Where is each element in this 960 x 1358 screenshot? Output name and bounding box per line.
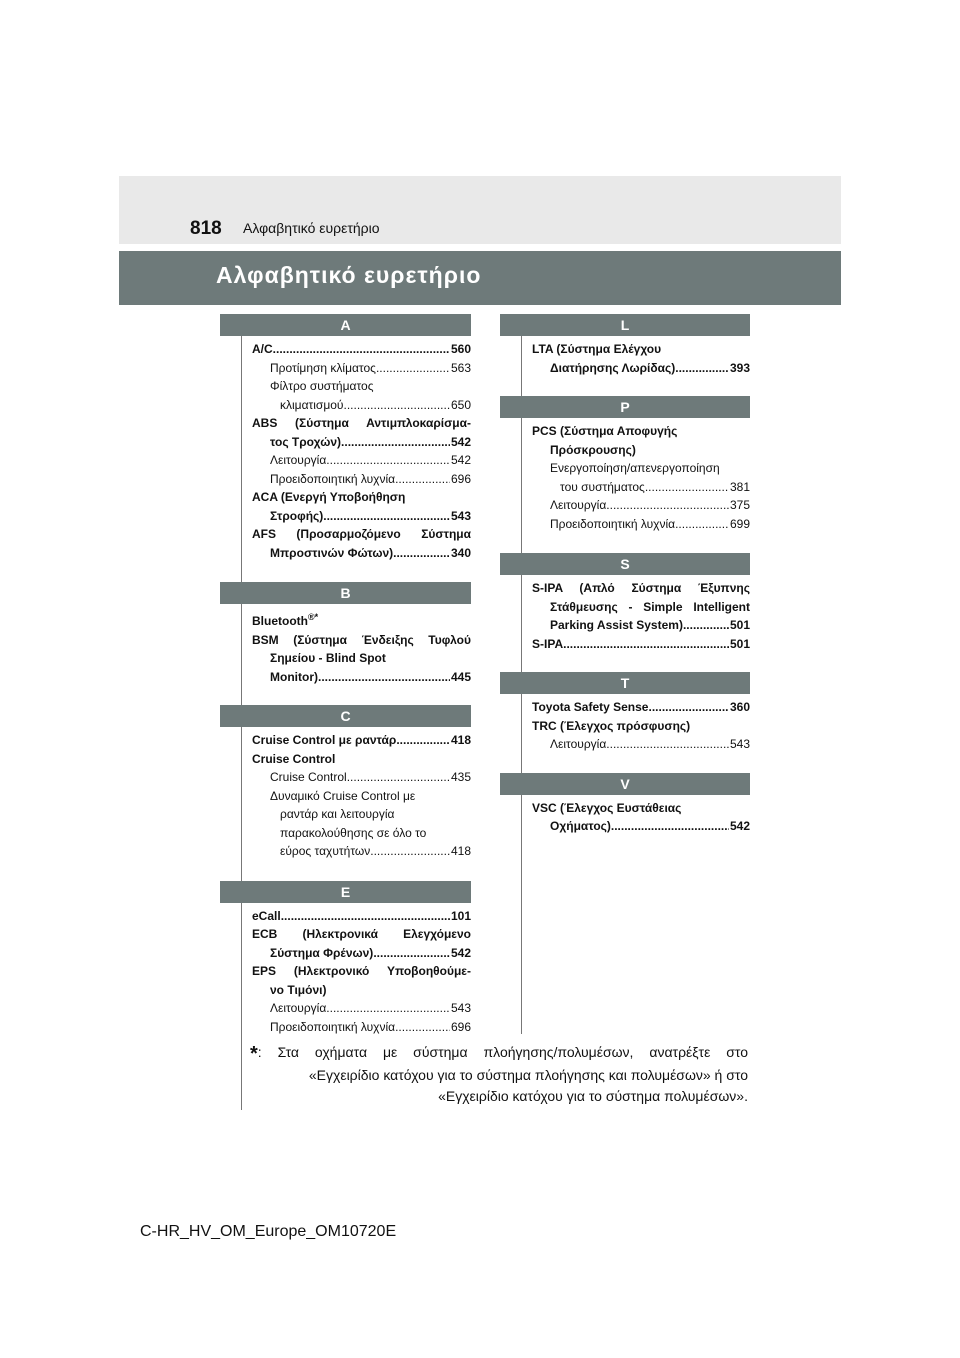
- page-number: 818: [190, 218, 222, 239]
- index-entry: Cruise Control: [252, 751, 336, 766]
- index-entry: ABS (Σύστημα Αντιμπλοκαρίσμα-: [252, 416, 471, 430]
- index-subentry: Προειδοποιητική λυχνία ..... 696: [252, 470, 471, 489]
- index-entry: Στάθμευσης - Simple Intelligent: [550, 599, 750, 614]
- index-entry: τος Τροχών) ..... 542: [252, 433, 471, 452]
- section-heading: T: [500, 672, 750, 694]
- index-entry: ACA (Ενεργή Υποβοήθηση: [252, 490, 406, 504]
- index-subentry: εύρος ταχυτήτων ..... 418: [252, 842, 471, 861]
- index-entry: S-IPA ..... 501: [532, 635, 750, 654]
- index-entry: Διατήρησης Λωρίδας) ..... 393: [532, 359, 750, 378]
- section-heading: P: [500, 396, 750, 418]
- index-entry: eCall ..... 101: [252, 907, 471, 926]
- index-entry: Bluetooth®*: [252, 612, 319, 628]
- index-subentry: Προειδοποιητική λυχνία ..... 699: [532, 515, 750, 534]
- footnote-marker: *: [250, 1043, 258, 1065]
- index-entry: Σημείου - Blind Spot: [270, 651, 386, 665]
- index-entry: Στροφής) ..... 543: [252, 507, 471, 526]
- index-subentry: ραντάρ και λειτουργία: [280, 807, 395, 821]
- section-a: [220, 314, 471, 562]
- index-subentry: κλιματισμού ..... 650: [252, 396, 471, 415]
- index-subentry: Cruise Control ..... 435: [252, 768, 471, 787]
- header-band: [119, 176, 841, 244]
- section-s: [500, 553, 750, 653]
- right-column: [500, 314, 750, 836]
- index-entry: Cruise Control με ραντάρ ..... 418: [252, 731, 471, 750]
- index-entry: Σύστημα Φρένων) ..... 542: [252, 944, 471, 963]
- footnote-line: *: Στα οχήματα με σύστημα πλοήγησης/πολυμέσων, ανατρέξτε στο: [250, 1043, 748, 1065]
- index-subentry: Ενεργοποίηση/απενεργοποίηση: [550, 461, 720, 475]
- section-heading: V: [500, 773, 750, 795]
- section-b: [220, 582, 471, 686]
- index-entry: Toyota Safety Sense ..... 360: [532, 698, 750, 717]
- page-title: Αλφαβητικό ευρετήριο: [216, 262, 482, 288]
- section-heading: C: [220, 705, 471, 727]
- index-entry: ECB (Ηλεκτρονικά Ελεγχόμενο: [252, 927, 471, 941]
- index-entry: PCS (Σύστημα Αποφυγής: [532, 424, 678, 438]
- index-entry: TRC (Έλεγχος πρόσφυσης): [532, 718, 691, 733]
- index-entry: Μπροστινών Φώτων) ..... 340: [252, 544, 471, 563]
- index-subentry: Προτίμηση κλίματος ..... 563: [252, 359, 471, 378]
- index-entry: Οχήματος) ..... 542: [532, 817, 750, 836]
- index-subentry: Λειτουργία ..... 375: [532, 496, 750, 515]
- index-subentry: Λειτουργία ..... 543: [532, 735, 750, 754]
- index-subentry: του συστήματος ..... 381: [532, 478, 750, 497]
- index-subentry: Δυναμικό Cruise Control με: [270, 788, 416, 803]
- index-entry: BSM (Σύστημα Ένδειξης Τυφλού: [252, 632, 471, 647]
- index-subentry: Προειδοποιητική λυχνία ..... 696: [252, 1018, 471, 1037]
- section-t: [500, 672, 750, 754]
- section-heading: E: [220, 881, 471, 903]
- index-entry: Monitor) ..... 445: [252, 668, 471, 687]
- index-subentry: παρακολούθησης σε όλο το: [280, 825, 427, 840]
- section-heading: S: [500, 553, 750, 575]
- running-header-title: Αλφαβητικό ευρετήριο: [243, 220, 380, 236]
- section-heading: A: [220, 314, 471, 336]
- section-heading: B: [220, 582, 471, 604]
- left-column: [220, 314, 471, 1036]
- section-v: [500, 773, 750, 836]
- index-entry: VSC (Έλεγχος Ευστάθειας: [532, 800, 682, 815]
- index-entry: LTA (Σύστημα Ελέγχου: [532, 342, 662, 356]
- index-entry: AFS (Προσαρμοζόμενο Σύστημα: [252, 527, 471, 541]
- index-subentry: Φίλτρο συστήματος: [270, 379, 374, 393]
- index-entry: A/C ..... 560: [252, 340, 471, 359]
- index-entry: Parking Assist System) ..... 501: [532, 616, 750, 635]
- index-entry: Πρόσκρουσης): [550, 442, 636, 457]
- footnote-line: «Εγχειρίδιο κατόχου για το σύστημα πλοήγησης και πολυμέσων» ή στο: [308, 1067, 748, 1083]
- index-subentry: Λειτουργία ..... 543: [252, 999, 471, 1018]
- section-l: [500, 314, 750, 377]
- index-entry: EPS (Ηλεκτρονικό Υποβοηθούμε-: [252, 964, 471, 978]
- index-subentry: Λειτουργία ..... 542: [252, 451, 471, 470]
- section-e: [220, 881, 471, 1037]
- section-p: [500, 396, 750, 533]
- footnote-line: «Εγχειρίδιο κατόχου για το σύστημα πολυμέσων».: [438, 1088, 748, 1104]
- index-entry: S-IPA (Απλό Σύστημα Έξυπνης: [532, 581, 750, 595]
- section-heading: L: [500, 314, 750, 336]
- section-c: [220, 705, 471, 861]
- index-entry: νο Τιμόνι): [270, 982, 327, 997]
- document-id: C-HR_HV_OM_Europe_OM10720E: [140, 1223, 397, 1240]
- footnote: [250, 1042, 748, 1107]
